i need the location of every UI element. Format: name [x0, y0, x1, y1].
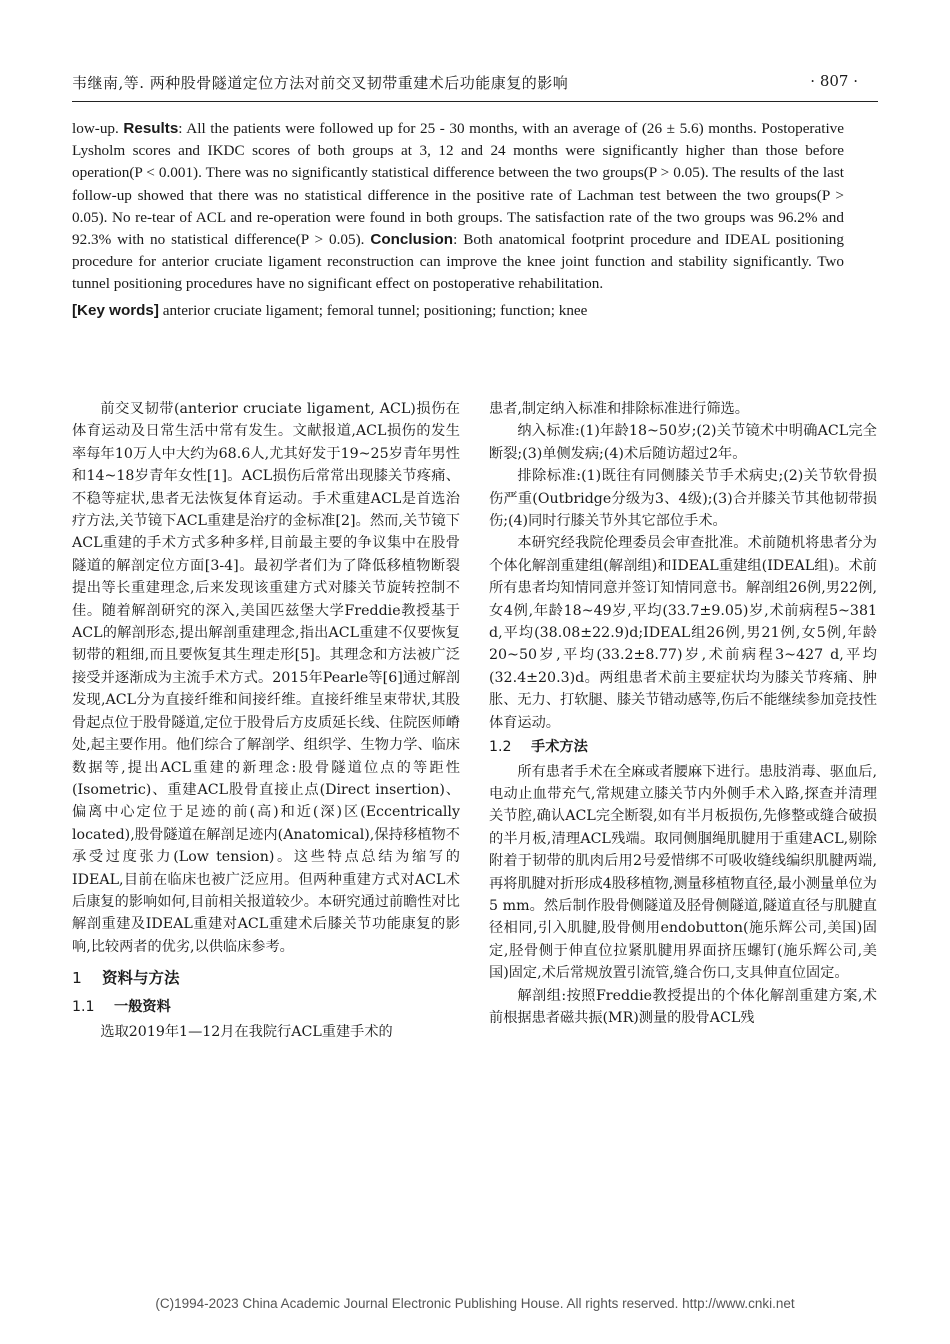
section-title: 资料与方法: [102, 969, 180, 988]
header-rule: [72, 101, 878, 102]
subsection-number-2: 1.2: [489, 739, 512, 756]
anatomy-group-paragraph: 解剖组:按照Freddie教授提出的个体化解剖重建方案,术前根据患者磁共振(MR)测量的股骨ACL残: [489, 987, 877, 1026]
intro-paragraph: 前交叉韧带(anterior cruciate ligament, ACL)损伤在体育运动及日常生活中常有发生。文献报道,ACL损伤的发生率每年10万人中大约为68.6人,尤其好发于19~25岁青年男性和14~18岁青年女性[1]。ACL损伤后常常出现膝关节疼痛、不稳等症状,患者无法恢复体育运动。手术重建ACL是首选治疗方法,关节镜下ACL重建是治疗的金标准[2]。然而,关节镜下ACL重建的手术方式多种多样,目前最主要的争议集中在股骨隧道的解剖定位方面[3-4]。最初学者们为了降低移植物断裂提出等长重建理念,后来发现该重建方式对膝关节旋转控制不佳。随着解剖研究的深入,美国匹兹堡大学Freddie教授基于ACL的解剖形态,提出解剖重建理念,指出ACL重建不仅要恢复韧带的粗细,而且要恢复其生理走形[5]。其理念和方法被广泛接受并逐渐成为主流手术方式。2015年Pearle等[6]通过解剖发现,ACL分为直接纤维和间接纤维。直接纤维呈束带状,其股骨起点位于股骨隧道,定位于股骨后方皮质延长线、住院医师嵴处,起主要作用。他们综合了解剖学、组织学、生物力学、临床数据等,提出ACL重建的新理念:股骨隧道位点的等距性(Isometric)、重建ACL股骨直接止点(Direct insertion)、偏离中心定位于足迹的前(高)和近(深)区(Eccentrically located),股骨隧道在解剖足迹内(Anatomical),保持移植物不承受过度张力(Low tension)。这些特点总结为缩写的IDEAL,目前在临床也被广泛应用。但两种重建方式对ACL术后康复的影响如何,目前相关报道较少。本研究通过前瞻性对比解剖重建及IDEAL重建对ACL重建术后膝关节功能康复的影响,比较两者的优劣,以供临床参考。: [72, 401, 460, 955]
subsection-heading: [72, 996, 460, 1018]
abstract-results: [72, 118, 844, 296]
general-data-paragraph: 选取2019年1—12月在我院行ACL重建手术的: [100, 1023, 393, 1040]
exclusion-criteria: 排除标准:(1)既往有同侧膝关节手术病史;(2)关节软骨损伤严重(Outbridge分级为3、4级);(3)合并膝关节其他韧带损伤;(4)同时行膝关节外其它部位手术。: [489, 468, 877, 530]
right-column: [489, 398, 877, 1029]
inclusion-criteria: 纳入标准:(1)年龄18~50岁;(2)关节镜术中明确ACL完全断裂;(3)单侧发病;(4)术后随访超过2年。: [489, 423, 877, 462]
section-heading: [72, 966, 460, 990]
subsection-title-2: 手术方法: [531, 739, 588, 756]
section-number: 1: [72, 969, 82, 988]
running-title: 韦继南,等. 两种股骨隧道定位方法对前交叉韧带重建术后功能康复的影响: [72, 74, 569, 92]
keywords-label: [Key words]: [72, 301, 159, 319]
results-text: : All the patients were followed up for 25 - 30 months, with an average of (26 ± 5.6) months. Postoperative Lysholm scores and IKDC scores of both groups at 3, 12 and 24 months were significantly higher than those before operation(P < 0.001). There was no significantly statistical difference between the two groups(P > 0.05). The results of the last follow-up showed that there was no statistical difference in the positive rate of Lachman test between the two groups(P > 0.05). No re-tear of ACL and re-operation were found in both groups. The satisfaction rate of the two groups was 96.2% and 92.3% with no statistical difference(P > 0.05).: [72, 120, 845, 249]
groups-paragraph: 本研究经我院伦理委员会审查批准。术前随机将患者分为个体化解剖重建组(解剖组)和IDEAL重建组(IDEAL组)。术前所有患者均知情同意并签订知情同意书。解剖组26例,男22例,女4例,年龄18~49岁,平均(33.7±9.05)岁,术前病程5~381 d,平均(38.08±22.9)d;IDEAL组26例,男21例,女5例,年龄20~50岁,平均(33.2±8.77)岁,术前病程3~427 d,平均(32.4±20.3)d。两组患者术前主要症状均为膝关节疼痛、肿胀、无力、打软腿、膝关节错动感等,伤后不能继续参加竞技性体育运动。: [489, 535, 877, 731]
conclusion-label: Conclusion: [370, 231, 454, 249]
copyright-footer: (C)1994-2023 China Academic Journal Electronic Publishing House. All rights reserved. http://www.cnki.net: [155, 1296, 795, 1311]
subsection-title: 一般资料: [114, 999, 171, 1016]
surgery-paragraph: 所有患者手术在全麻或者腰麻下进行。患肢消毒、驱血后,电动止血带充气,常规建立膝关节内外侧手术入路,探查并清理关节腔,确认ACL完全断裂,如有半月板损伤,先修整或缝合破损的半月板,清理ACL残端。取同侧腘绳肌腱用于重建ACL,剔除附着于韧带的肌肉后用2号爱惜绑不可吸收缝线编织肌腱两端,再将肌腱对折形成4股移植物,测量移植物直径,最小测量单位为5 mm。然后制作股骨侧隧道及胫骨侧隧道,隧道直径与肌腱直径相同,引入肌腱,股骨侧用endobutton(施乐辉公司,美国)固定,胫骨侧于伸直位拉紧肌腱用界面挤压螺钉(施乐辉公司,美国)固定,术后常规放置引流管,缝合伤口,支具伸直位固定。: [489, 763, 877, 982]
keywords-text: anterior cruciate ligament; femoral tunnel; positioning; function; knee: [158, 301, 588, 319]
left-column: [72, 398, 460, 1043]
subsection-number: 1.1: [72, 999, 95, 1016]
keywords: [72, 300, 844, 322]
abstract: [72, 118, 844, 322]
results-label: Results: [123, 120, 179, 137]
conclusion-text: : Both anatomical footprint procedure and IDEAL positioning procedure for anterior cruciate ligament reconstruction can improve the knee joint function and stability significantly. Two tunnel positioning procedures have no significant effect on postoperative rehabilitation.: [72, 231, 844, 293]
page-number: · 807 ·: [810, 72, 858, 90]
continued-paragraph: 患者,制定纳入标准和排除标准进行筛选。: [489, 401, 749, 417]
subsection-heading-2: [489, 736, 877, 758]
abstract-lead: low-up.: [72, 120, 124, 137]
